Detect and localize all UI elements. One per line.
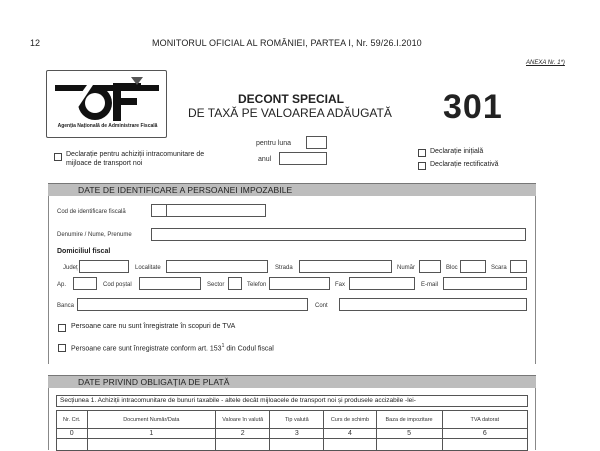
col-number-0: 0 <box>57 429 88 439</box>
not-registered-label: Persoane care nu sunt înregistrate în scopuri de TVA <box>71 323 236 330</box>
payment-table <box>56 410 528 451</box>
col-number-1: 1 <box>87 429 216 439</box>
fiscal-code-prefix-input[interactable] <box>151 204 167 217</box>
block-label: Bloc <box>446 265 458 271</box>
af-emblem <box>47 73 168 125</box>
col-nr-crt: Nr. Crt. <box>57 411 88 429</box>
cell-value[interactable] <box>216 439 270 451</box>
col-currency-type: Tip valută <box>270 411 324 429</box>
registered-153-option[interactable] <box>58 343 318 353</box>
not-registered-option[interactable] <box>58 323 298 333</box>
staircase-label: Scara <box>491 265 507 271</box>
col-number-5: 5 <box>376 429 442 439</box>
identification-section-title: DATE DE IDENTIFICARE A PERSOANEI IMPOZABILE <box>78 185 293 195</box>
cell-nr[interactable] <box>57 439 88 451</box>
rectification-label: Declarație rectificativă <box>430 161 499 168</box>
table-row[interactable] <box>57 439 528 451</box>
page-number: 12 <box>30 38 41 48</box>
locality-input[interactable] <box>166 260 268 273</box>
fiscal-code-label: Cod de identificare fiscală <box>57 209 126 215</box>
form-title-line1: DECONT SPECIAL <box>238 92 345 106</box>
intra-community-declaration[interactable] <box>54 150 234 172</box>
cell-rate[interactable] <box>324 439 376 451</box>
registered-153-label <box>71 343 274 352</box>
staircase-input[interactable] <box>510 260 527 273</box>
payment-section-title: DATE PRIVIND OBLIGAȚIA DE PLATĂ <box>78 377 230 387</box>
name-label: Denumire / Nume, Prenume <box>57 232 132 238</box>
fax-label: Fax <box>335 282 346 288</box>
county-input[interactable] <box>79 260 129 273</box>
phone-input[interactable] <box>269 277 330 290</box>
col-document: Document Număr/Data <box>87 411 216 429</box>
month-input[interactable] <box>306 136 327 149</box>
sector-input[interactable] <box>228 277 242 290</box>
county-label: Județ <box>63 265 78 271</box>
locality-label: Localitate <box>135 265 161 271</box>
col-number-6: 6 <box>442 429 527 439</box>
table-header-row <box>57 411 528 429</box>
subsection-1-frame <box>56 395 528 407</box>
agency-name: Agenția Națională de Administrare Fiscală <box>57 123 158 129</box>
cell-document[interactable] <box>87 439 216 451</box>
apartment-label: Ap. <box>57 282 67 288</box>
col-tax-base: Baza de impozitare <box>376 411 442 429</box>
subsection-1-title: Secțiunea 1. Achiziții intracomunitare de bunuri taxabile - altele decât mijloacele de transport noi și produsele accizabile -lei- <box>60 397 416 404</box>
bank-input[interactable] <box>77 298 308 311</box>
email-input[interactable] <box>443 277 527 290</box>
publication-title: MONITORUL OFICIAL AL ROMÂNIEI, PARTEA I, Nr. 59/26.I.2010 <box>152 38 422 48</box>
cell-vat[interactable] <box>442 439 527 451</box>
number-label: Număr <box>397 265 416 271</box>
registered-153-superscript: 1 <box>221 343 225 349</box>
form-title-line2: DE TAXĂ PE VALOAREA ADĂUGATĂ <box>188 106 392 120</box>
initial-checkbox[interactable] <box>418 149 426 157</box>
form-number: 301 <box>443 88 503 126</box>
registered-153-checkbox[interactable] <box>58 344 66 352</box>
initial-declaration[interactable] <box>418 148 518 158</box>
rectification-declaration[interactable] <box>418 161 528 171</box>
street-label: Strada <box>275 265 293 271</box>
not-registered-checkbox[interactable] <box>58 324 66 332</box>
year-input[interactable] <box>279 152 327 165</box>
col-foreign-value: Valoare în valută <box>216 411 270 429</box>
col-number-4: 4 <box>324 429 376 439</box>
intra-community-checkbox[interactable] <box>54 153 62 161</box>
agency-logo <box>46 70 167 138</box>
fax-input[interactable] <box>349 277 415 290</box>
fiscal-code-input[interactable] <box>166 204 266 217</box>
col-number-2: 2 <box>216 429 270 439</box>
col-exchange-rate: Curs de schimb <box>324 411 376 429</box>
name-input[interactable] <box>151 228 526 241</box>
col-vat-due: TVA datorat <box>442 411 527 429</box>
month-label: pentru luna <box>256 140 292 147</box>
sector-label: Sector <box>207 282 225 288</box>
block-input[interactable] <box>460 260 486 273</box>
bank-label: Banca <box>57 303 75 309</box>
apartment-input[interactable] <box>73 277 97 290</box>
phone-label: Telefon <box>247 282 267 288</box>
payment-section-header <box>48 375 536 388</box>
postal-code-input[interactable] <box>139 277 201 290</box>
number-input[interactable] <box>419 260 441 273</box>
cell-currency[interactable] <box>270 439 324 451</box>
identification-section-header <box>48 183 536 196</box>
registered-153-suffix: din Codul fiscal <box>224 345 274 353</box>
postal-code-label: Cod poștal <box>103 282 132 288</box>
annex-label: ANEXA Nr. 1*) <box>526 60 565 66</box>
email-label: E-mail <box>421 282 439 288</box>
account-label: Cont <box>315 303 328 309</box>
rectification-checkbox[interactable] <box>418 162 426 170</box>
year-label: anul <box>258 156 272 163</box>
table-number-row <box>57 429 528 439</box>
street-input[interactable] <box>299 260 392 273</box>
cell-base[interactable] <box>376 439 442 451</box>
intra-community-label: Declarație pentru achiziții intracomunitare de mijloace de transport noi <box>66 151 205 167</box>
col-number-3: 3 <box>270 429 324 439</box>
registered-153-text: Persoane care sunt înregistrate conform art. 153 <box>71 345 222 353</box>
domicile-heading: Domiciliul fiscal <box>57 248 111 255</box>
initial-label: Declarație inițială <box>430 148 484 155</box>
account-input[interactable] <box>339 298 527 311</box>
